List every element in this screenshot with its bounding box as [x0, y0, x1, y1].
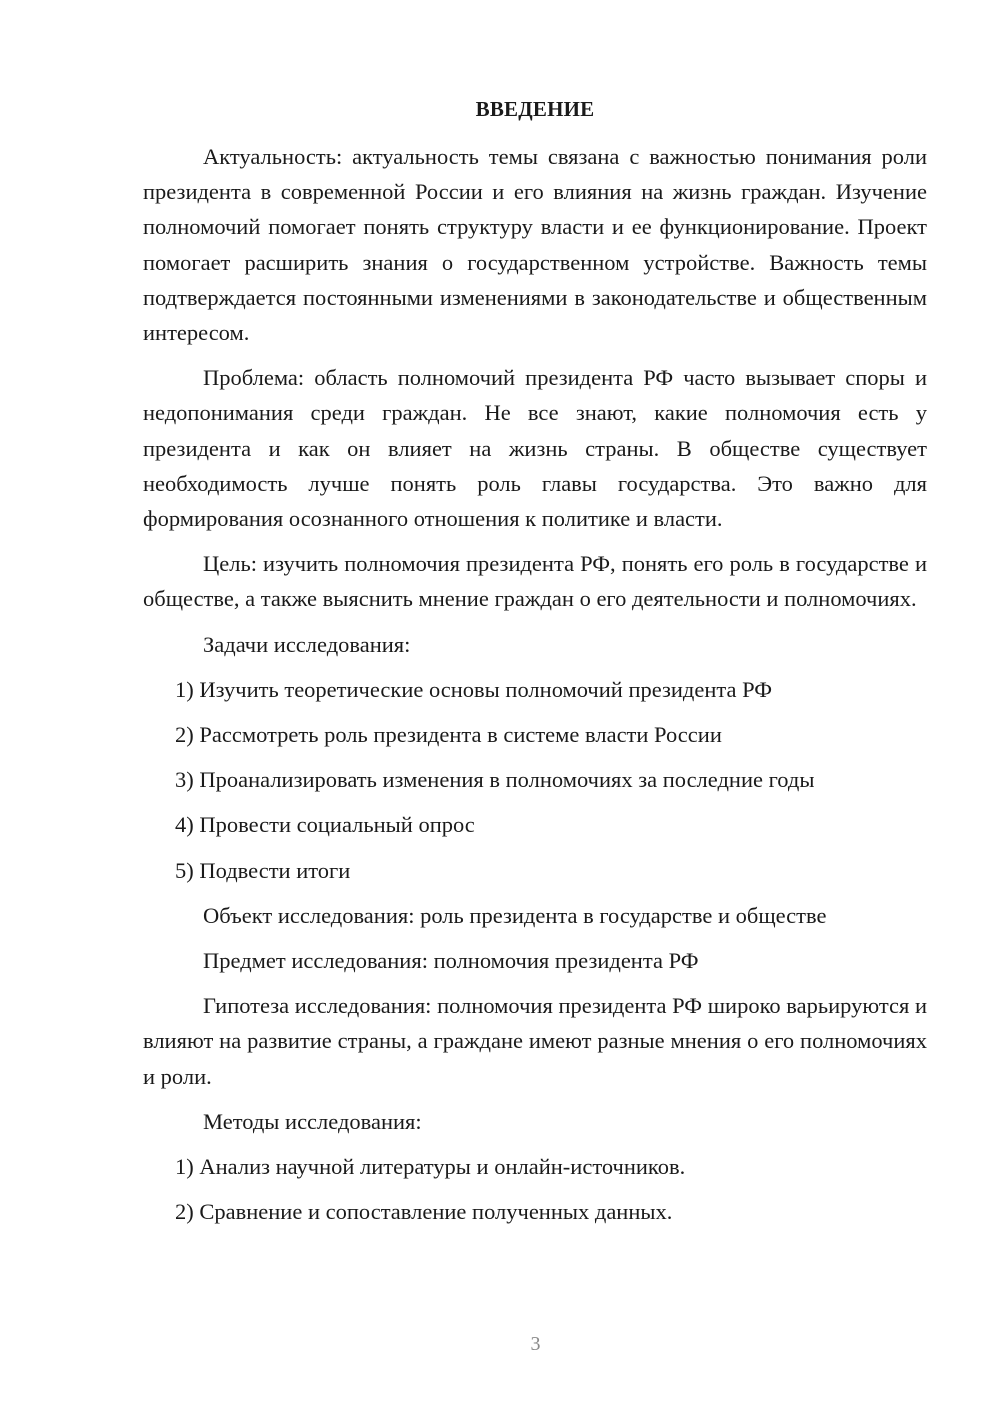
page-number: 3	[530, 1333, 541, 1355]
method-item-1: 1) Анализ научной литературы и онлайн-источников.	[175, 1154, 686, 1180]
methods-heading: Методы исследования:	[203, 1108, 422, 1134]
tasks-heading: Задачи исследования:	[203, 631, 411, 657]
goal-paragraph: Цель: изучить полномочия президента РФ, понять его роль в государстве и обществе, а также выяснить мнение граждан о его деятельности и полномочиях.	[143, 551, 927, 612]
problem-paragraph: Проблема: область полномочий президента РФ часто вызывает споры и недопонимания среди граждан. Не все знают, какие полномочия есть у президента и как он влияет на жизнь страны. В обществе существует необходимость лучше понять роль главы государства. Это важно для формирования осознанного отношения к политике и власти.	[143, 365, 927, 532]
task-item-5: 5) Подвести итоги	[175, 857, 351, 883]
hypothesis-paragraph: Гипотеза исследования: полномочия президента РФ широко варьируются и влияют на развитие страны, а граждане имеют разные мнения о его полномочиях и роли.	[143, 993, 927, 1089]
method-item-2: 2) Сравнение и сопоставление полученных данных.	[175, 1199, 673, 1225]
research-object: Объект исследования: роль президента в государстве и обществе	[203, 902, 827, 928]
research-subject: Предмет исследования: полномочия президента РФ	[203, 948, 699, 974]
relevance-paragraph: Актуальность: актуальность темы связана с важностью понимания роли президента в современной России и его влияния на жизнь граждан. Изучение полномочий помогает понять структуру власти и ее функционирование. Проект помогает расширить знания о государственном устройстве. Важность темы подтверждается постоянными изменениями в законодательстве и общественным интересом.	[143, 144, 927, 346]
task-item-1: 1) Изучить теоретические основы полномочий президента РФ	[175, 676, 773, 702]
section-title: ВВЕДЕНИЕ	[475, 97, 595, 121]
page-content	[143, 92, 927, 1239]
task-item-4: 4) Провести социальный опрос	[175, 812, 475, 838]
task-item-2: 2) Рассмотреть роль президента в системе власти России	[175, 722, 722, 748]
task-item-3: 3) Проанализировать изменения в полномочиях за последние годы	[175, 767, 815, 793]
